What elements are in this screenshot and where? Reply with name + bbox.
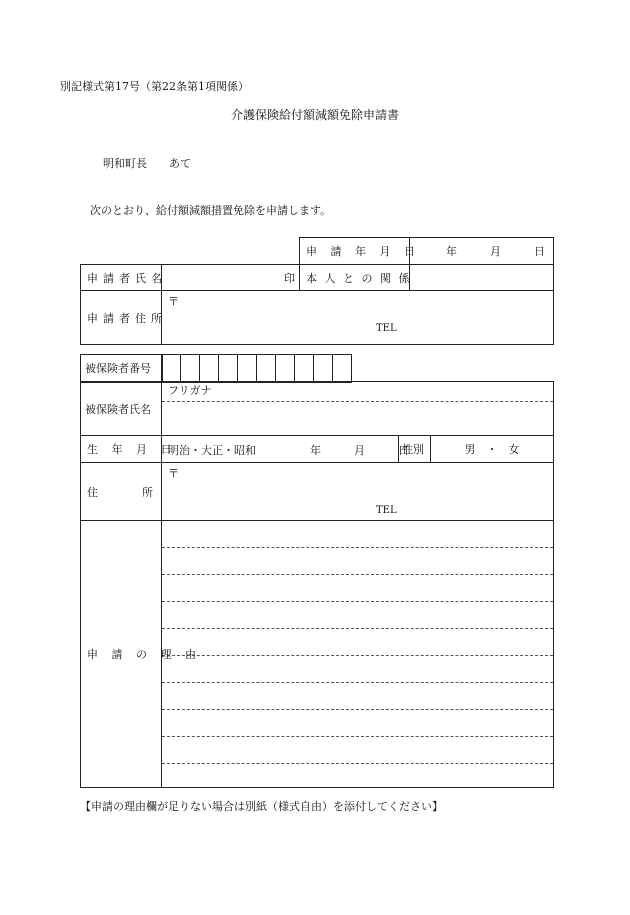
reason-line [162, 602, 553, 629]
birth-date-value: 年 月 日 [310, 444, 409, 457]
reason-line [162, 629, 553, 656]
era-options: 明治・大正・昭和 [168, 444, 256, 457]
number-digit-box[interactable] [180, 354, 200, 383]
relation-field[interactable] [410, 265, 554, 291]
furigana-label: フリガナ [168, 384, 212, 397]
relation-label: 本 人 と の 関 係 [300, 265, 410, 291]
reason-line [162, 548, 553, 575]
addressee: 明和町長 あて [103, 157, 191, 170]
birth-date-label: 生 年 月 日 [81, 436, 162, 463]
form-number: 別記様式第17号（第22条第1項関係） [60, 80, 249, 93]
reason-line [162, 710, 553, 737]
reason-field[interactable] [162, 521, 554, 788]
applicant-table [80, 237, 554, 345]
applicant-address-label: 申請者住所 [81, 291, 162, 345]
reason-line [162, 521, 553, 548]
application-date-label: 申 請 年 月 日 [300, 238, 410, 265]
insured-number-label-box [80, 354, 163, 383]
insured-address-label: 住 所 [81, 463, 162, 521]
tel-label: TEL [376, 505, 397, 516]
furigana-line [162, 382, 553, 402]
gender-label: 性別 [399, 436, 431, 463]
number-digit-box[interactable] [294, 354, 314, 383]
reason-line [162, 656, 553, 683]
blank-cell [81, 238, 300, 265]
number-digit-box[interactable] [161, 354, 181, 383]
intro-text: 次のとおり、給付額減額措置免除を申請します。 [90, 204, 332, 217]
number-digit-box[interactable] [199, 354, 219, 383]
insured-address-field[interactable] [162, 463, 554, 521]
insured-number-label: 被保険者番号 [85, 362, 151, 375]
number-digit-box[interactable] [313, 354, 333, 383]
number-digit-box[interactable] [275, 354, 295, 383]
insured-name-field[interactable] [162, 382, 554, 436]
insured-name-label: 被保険者氏名 [81, 382, 162, 436]
reason-line [162, 683, 553, 710]
reason-line [162, 575, 553, 602]
number-digit-box[interactable] [256, 354, 276, 383]
birth-date-field[interactable] [162, 436, 409, 463]
tel-label: TEL [376, 323, 397, 334]
postal-mark: 〒 [168, 295, 179, 308]
footer-note: 【申請の理由欄が足りない場合は別紙（様式自由）を添付してください】 [80, 800, 443, 813]
applicant-name-field[interactable] [162, 265, 300, 291]
number-digit-box[interactable] [237, 354, 257, 383]
page-title: 介護保険給付額減額免除申請書 [230, 108, 399, 122]
postal-mark: 〒 [168, 467, 179, 480]
reason-label: 申 請 の 理 由 [81, 521, 162, 788]
application-date-field[interactable]: 年 月 日 [410, 238, 554, 265]
number-digit-box[interactable] [332, 354, 352, 383]
insured-table [80, 381, 554, 788]
gender-options[interactable]: 男 ・ 女 [431, 436, 554, 463]
seal-mark: 印 [284, 271, 295, 285]
applicant-name-label: 申請者氏名 [81, 265, 162, 291]
applicant-address-field[interactable] [162, 291, 554, 345]
number-digit-box[interactable] [218, 354, 238, 383]
reason-line [162, 737, 553, 764]
